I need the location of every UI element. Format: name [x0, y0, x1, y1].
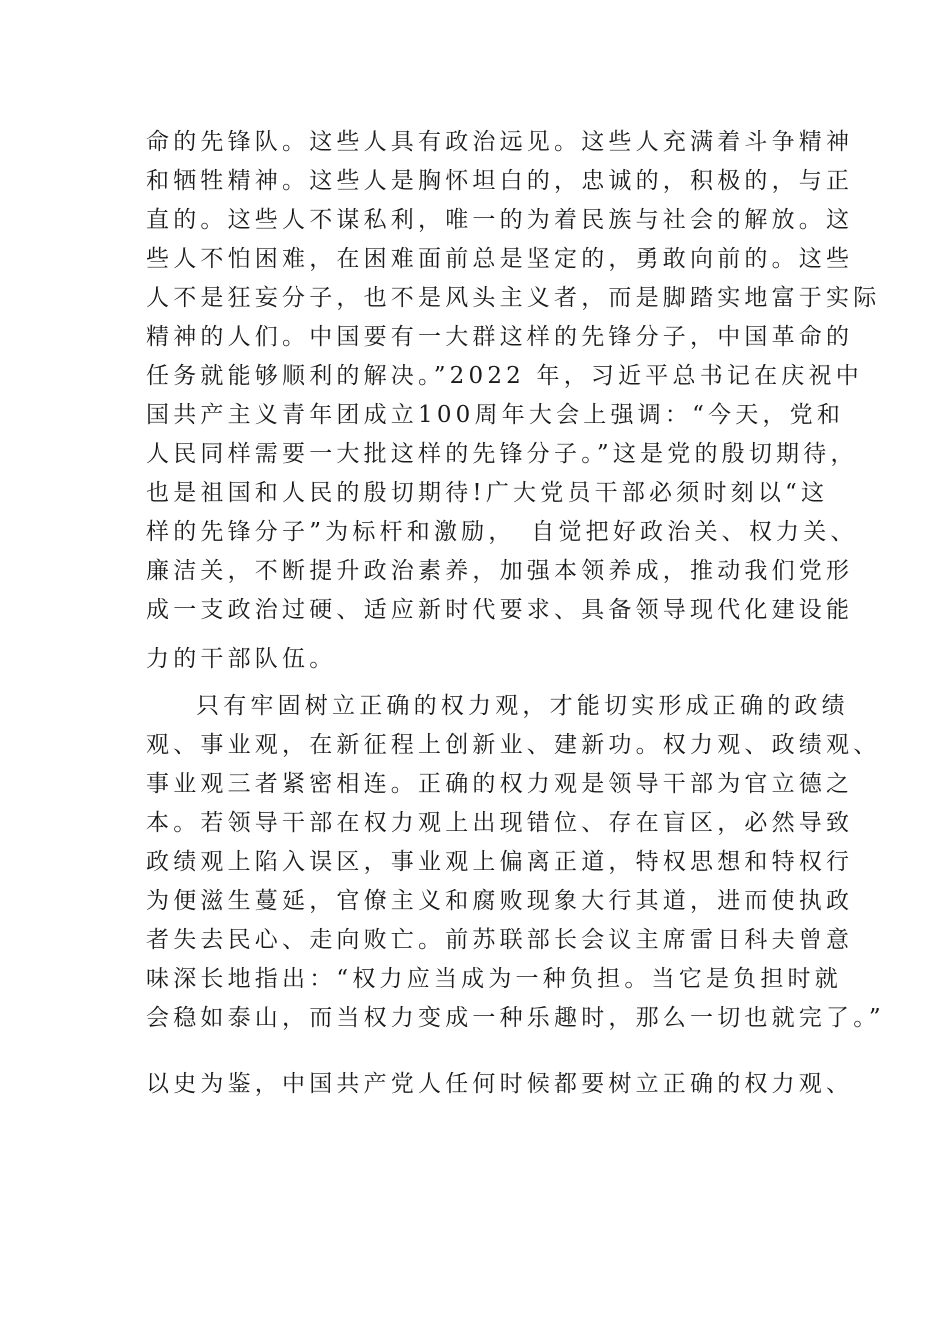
text-line: 任务就能够顺利的解决。”2022 年，习近平总书记在庆祝中: [146, 363, 863, 389]
text-line: 命的先锋队。这些人具有政治远见。这些人充满着斗争精神: [146, 129, 854, 155]
text-line: 为便滋生蔓延，官僚主义和腐败现象大行其道，进而使执政: [146, 888, 854, 914]
text-line: 本。若领导干部在权力观上出现错位、存在盲区，必然导致: [146, 810, 854, 836]
text-line: 也是祖国和人民的殷切期待!广大党员干部必须时刻以“这: [146, 480, 829, 506]
text-line: 力的干部队伍。: [146, 646, 337, 672]
text-line: 观、事业观，在新征程上创新业、建新功。权力观、政绩观、: [146, 732, 881, 758]
text-line: 样的先锋分子”为标杆和激励， 自觉把好政治关、权力关、: [146, 519, 858, 545]
text-line: 成一支政治过硬、适应新时代要求、具备领导现代化建设能: [146, 597, 854, 623]
text-line: 事业观三者紧密相连。正确的权力观是领导干部为官立德之: [146, 771, 854, 797]
text-line: 政绩观上陷入误区，事业观上偏离正道，特权思想和特权行: [146, 849, 854, 875]
paragraph-first-line: 只有牢固树立正确的权力观，才能切实形成正确的政绩: [196, 693, 849, 719]
text-line: 人民同样需要一大批这样的先锋分子。”这是党的殷切期待，: [146, 441, 858, 467]
text-line: 人不是狂妄分子，也不是风头主义者，而是脚踏实地富于实际: [146, 285, 881, 311]
text-line: 以史为鉴，中国共产党人任何时候都要树立正确的权力观、: [146, 1071, 854, 1097]
text-line: 国共产主义青年团成立100周年大会上强调：“今天，党和: [146, 402, 845, 428]
text-line: 味深长地指出：“权力应当成为一种负担。当它是负担时就: [146, 966, 842, 992]
text-line: 直的。这些人不谋私利，唯一的为着民族与社会的解放。这: [146, 207, 854, 233]
text-line: 精神的人们。中国要有一大群这样的先锋分子，中国革命的: [146, 324, 854, 350]
text-line: 者失去民心、走向败亡。前苏联部长会议主席雷日科夫曾意: [146, 927, 854, 953]
text-line: 会稳如泰山，而当权力变成一种乐趣时，那么一切也就完了。”: [146, 1005, 885, 1031]
text-line: 廉洁关，不断提升政治素养，加强本领养成，推动我们党形: [146, 558, 854, 584]
text-line: 些人不怕困难，在困难面前总是坚定的，勇敢向前的。这些: [146, 246, 854, 272]
text-line: 和牺牲精神。这些人是胸怀坦白的，忠诚的，积极的，与正: [146, 168, 854, 194]
